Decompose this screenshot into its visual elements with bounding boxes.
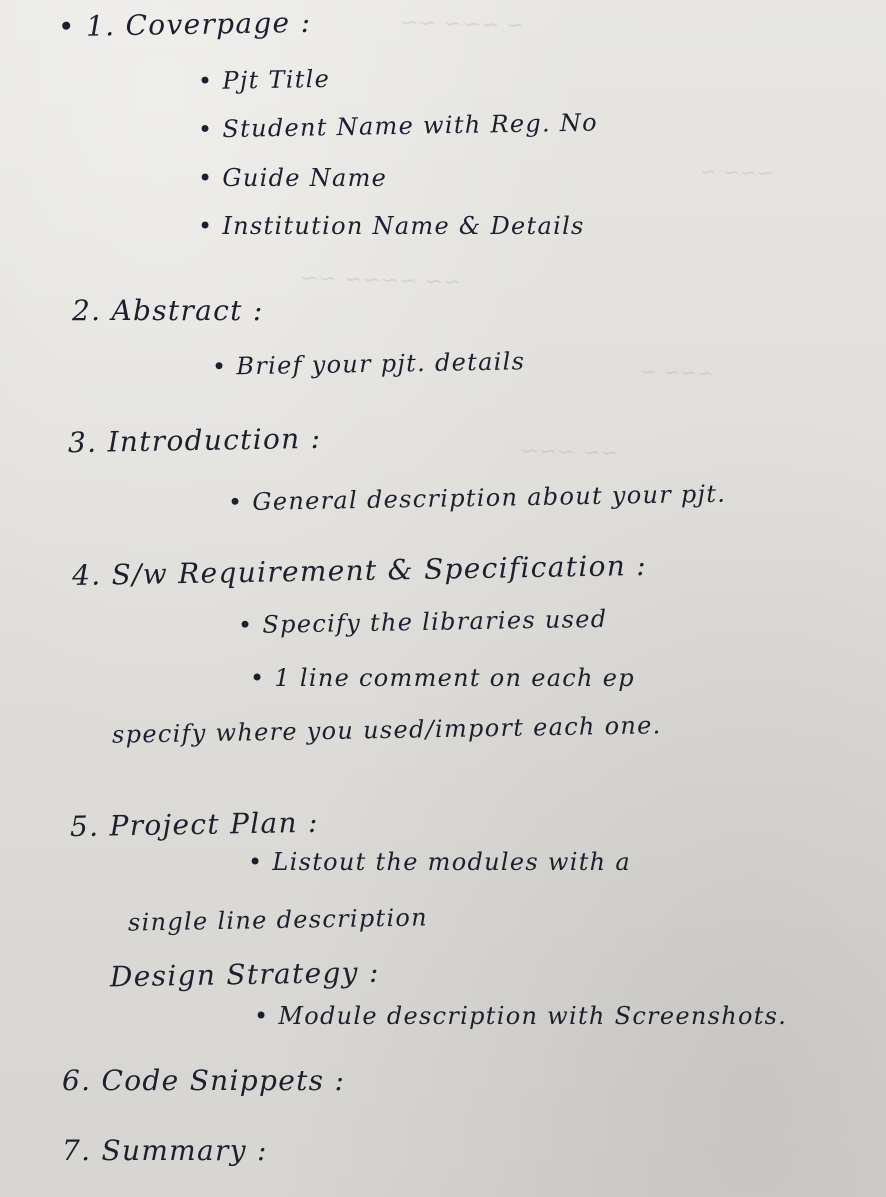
list-item: • Guide Name (198, 164, 388, 192)
bleed-through-mark: ~~~ ~ (699, 159, 774, 185)
section-heading-project-plan: 5. Project Plan : (69, 805, 320, 844)
section-heading-requirements: 4. S/w Requirement & Specification : (71, 548, 648, 593)
list-item: • Specify the libraries used (237, 604, 608, 640)
section-heading-code-snippets: 6. Code Snippets : (62, 1064, 346, 1097)
list-item: • Student Name with Reg. No (197, 108, 599, 144)
list-item: • General description about your pjt. (227, 479, 727, 517)
bleed-through-mark: ~ ~~~ ~~ (399, 10, 525, 39)
list-item: specify where you used/import each one. (111, 711, 662, 749)
list-item: • 1 line comment on each ep (250, 664, 635, 692)
list-item: • Institution Name & Details (198, 212, 585, 240)
section-heading-introduction: 3. Introduction : (67, 421, 322, 460)
section-heading-abstract: 2. Abstract : (72, 294, 264, 327)
bleed-through-mark: ~~ ~~~ (519, 438, 620, 467)
section-heading-coverpage: • 1. Coverpage : (57, 5, 312, 44)
list-item: • Listout the modules with a (248, 848, 631, 876)
bleed-through-mark: ~~~ ~ (639, 359, 714, 385)
list-item: • Brief your pjt. details (211, 347, 526, 381)
design-strategy-heading: Design Strategy : (109, 955, 380, 994)
bleed-through-mark: ~~ ~~~~ ~~ (299, 265, 462, 296)
list-item: • Module description with Screenshots. (254, 1002, 788, 1030)
list-item: • Pjt Title (197, 64, 331, 96)
list-item: single line description (127, 903, 429, 937)
section-heading-summary: 7. Summary : (62, 1134, 268, 1167)
